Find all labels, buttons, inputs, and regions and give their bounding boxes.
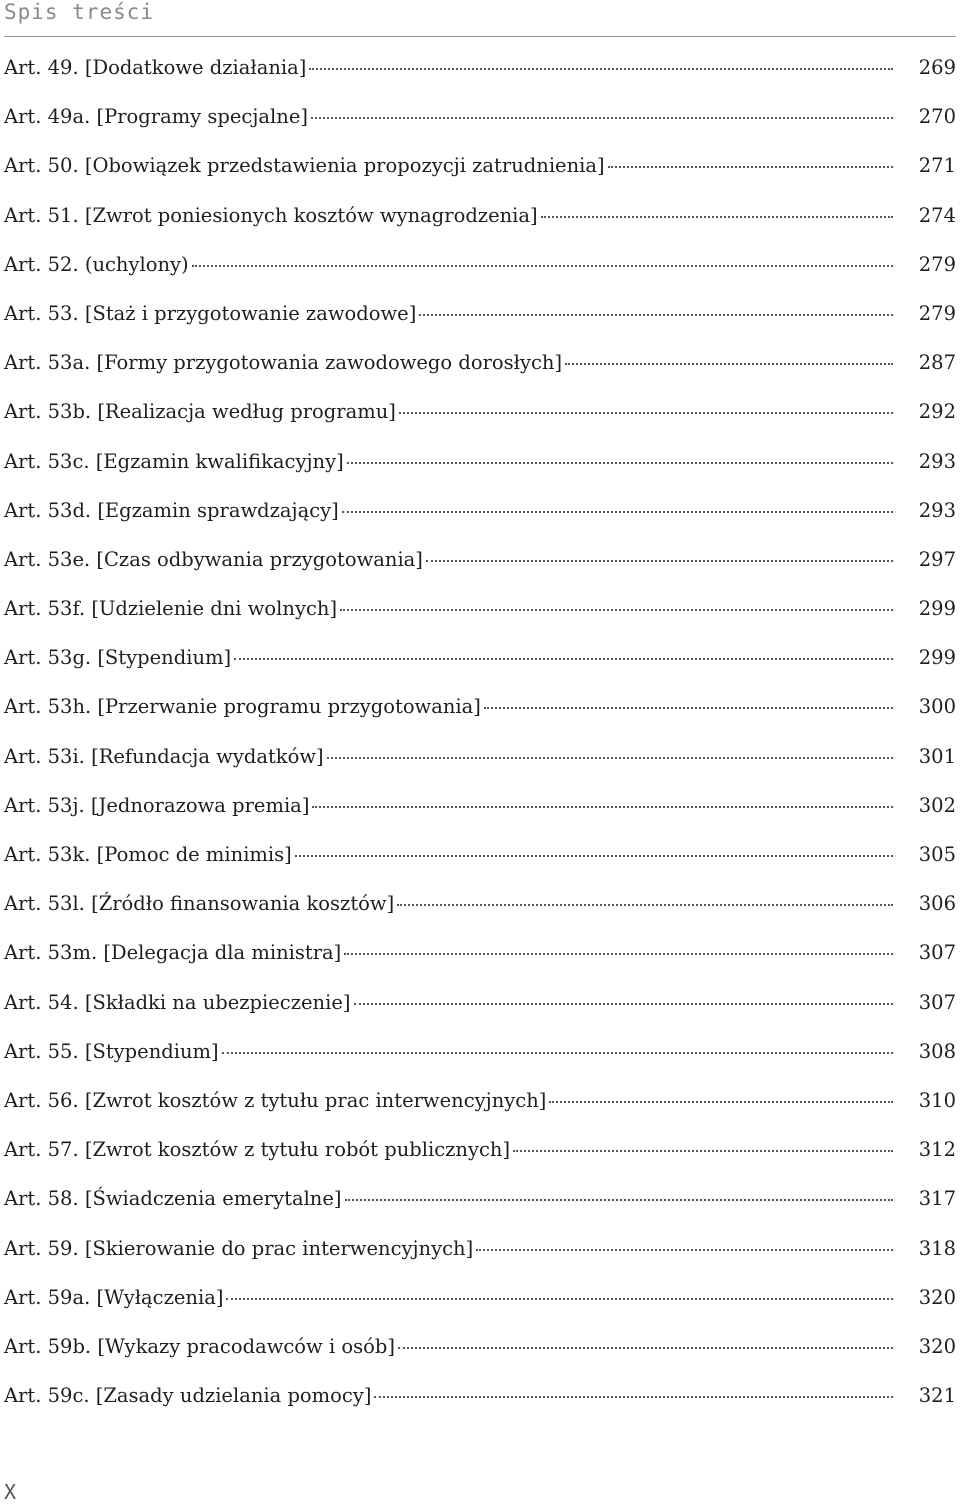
toc-entry-title: Art. 56. [Zwrot kosztów z tytułu prac interwencyjnych] [4,1088,547,1112]
toc-entry-page: 270 [918,105,956,129]
toc-entry-page: 299 [918,646,956,670]
toc-entry[interactable] [4,1187,956,1236]
toc-entry-title: Art. 55. [Stypendium] [4,1039,219,1063]
dot-leader [311,117,893,119]
toc-entry-title: Art. 54. [Składki na ubezpieczenie] [4,990,351,1014]
toc-entry-title: Art. 49. [Dodatkowe działania] [4,56,307,79]
toc-entry-page: 300 [918,695,956,719]
toc-entry-title: Art. 52. (uchylony) [4,252,189,276]
toc-entry-title: Art. 57. [Zwrot kosztów z tytułu robót publicznych] [4,1138,511,1162]
toc-entry[interactable] [4,1089,956,1138]
toc-entry-page: 318 [918,1236,956,1260]
toc-entry-page: 306 [918,892,956,916]
dot-leader [476,1249,893,1251]
toc-entry[interactable] [4,499,956,548]
toc-entry[interactable] [4,843,956,892]
toc-entry[interactable] [4,1138,956,1187]
dot-leader [327,757,893,759]
toc-entry[interactable] [4,695,956,744]
toc-entry[interactable] [4,745,956,794]
dot-leader [513,1150,893,1152]
dot-leader [340,609,893,611]
toc-entry-page: 271 [918,154,956,178]
toc-entry-page: 308 [918,1039,956,1063]
toc-entry[interactable] [4,794,956,843]
header-divider [4,36,956,37]
toc-entry[interactable] [4,351,956,400]
toc-entry[interactable] [4,646,956,695]
dot-leader [192,265,893,267]
toc-entry[interactable] [4,991,956,1040]
toc-entry-page: 279 [918,301,956,325]
toc-entry[interactable] [4,105,956,154]
toc-entry-page: 293 [918,449,956,473]
toc-entry-title: Art. 53g. [Stypendium] [4,646,232,670]
toc-entry-title: Art. 53k. [Pomoc de minimis] [4,843,292,866]
toc-entry-page: 269 [918,56,956,79]
dot-leader [295,855,893,857]
toc-entry-title: Art. 53l. [Źródło finansowania kosztów] [4,892,395,916]
toc-entry-title: Art. 53f. [Udzielenie dni wolnych] [4,597,338,621]
page-number: X [4,1480,17,1504]
dot-leader [354,1003,894,1005]
dot-leader [541,216,893,218]
toc-entry-title: Art. 53a. [Formy przygotowania zawodowego dorosłych] [4,351,563,375]
toc-entry-title: Art. 53b. [Realizacja według programu] [4,400,396,424]
toc-entry[interactable] [4,1040,956,1089]
toc-entry[interactable] [4,597,956,646]
toc-entry-title: Art. 53h. [Przerwanie programu przygotowania] [4,695,481,719]
toc-entry-title: Art. 59b. [Wykazy pracodawców i osób] [4,1334,395,1358]
toc-entry-page: 293 [918,498,956,522]
toc-entry-title: Art. 53e. [Czas odbywania przygotowania] [4,547,423,571]
toc-entry[interactable] [4,548,956,597]
dot-leader [397,904,893,906]
toc-entry[interactable] [4,302,956,351]
toc-entry-title: Art. 49a. [Programy specjalne] [4,105,308,129]
toc-entry[interactable] [4,400,956,449]
page-header [4,0,956,38]
toc-entry-title: Art. 59. [Skierowanie do prac interwencyjnych] [4,1236,474,1260]
toc-entry-page: 312 [918,1138,956,1162]
toc-entry-title: Art. 53. [Staż i przygotowanie zawodowe] [4,301,417,325]
toc-entry-page: 287 [918,351,956,375]
toc-entry-title: Art. 53i. [Refundacja wydatków] [4,744,324,768]
dot-leader [399,412,893,414]
toc-entry[interactable] [4,892,956,941]
toc-entry-title: Art. 58. [Świadczenia emerytalne] [4,1187,342,1211]
dot-leader [398,1347,893,1349]
toc-entry-page: 321 [918,1384,956,1408]
dot-leader [342,511,893,513]
toc-entry-title: Art. 53m. [Delegacja dla ministra] [4,941,342,965]
toc-entry-page: 301 [918,744,956,768]
toc-entry-page: 320 [918,1285,956,1309]
toc-entry[interactable] [4,1335,956,1384]
toc-entry-title: Art. 53j. [Jednorazowa premia] [4,793,310,817]
toc-entry-page: 317 [918,1187,956,1211]
dot-leader [312,806,893,808]
toc-entry-title: Art. 50. [Obowiązek przedstawienia propozycji zatrudnienia] [4,154,605,178]
toc-entry-page: 279 [918,252,956,276]
toc-entry[interactable] [4,56,956,105]
dot-leader [309,68,893,70]
toc-entry[interactable] [4,204,956,253]
toc-entry-page: 297 [918,547,956,571]
toc-entry[interactable] [4,450,956,499]
toc-entry-page: 307 [918,941,956,965]
dot-leader [565,363,893,365]
toc-entry[interactable] [4,1286,956,1335]
toc-entry-page: 320 [918,1334,956,1358]
table-of-contents [4,56,956,1433]
dot-leader [347,462,893,464]
toc-entry-title: Art. 59a. [Wyłączenia] [4,1285,224,1309]
toc-entry-page: 307 [918,990,956,1014]
toc-entry-page: 305 [918,843,956,866]
dot-leader [222,1052,893,1054]
toc-entry[interactable] [4,1384,956,1433]
dot-leader [344,953,893,955]
toc-entry-title: Art. 59c. [Zasady udzielania pomocy] [4,1384,372,1408]
toc-entry-page: 299 [918,597,956,621]
dot-leader [226,1298,893,1300]
toc-entry-page: 302 [918,793,956,817]
toc-entry-page: 274 [918,203,956,227]
dot-leader [426,560,893,562]
toc-entry-page: 292 [918,400,956,424]
toc-entry-page: 310 [918,1088,956,1112]
dot-leader [374,1396,893,1398]
section-title: Spis treści [4,0,155,24]
dot-leader [419,314,893,316]
toc-entry[interactable] [4,154,956,203]
dot-leader [234,658,893,660]
toc-entry[interactable] [4,253,956,302]
toc-entry-title: Art. 53d. [Egzamin sprawdzający] [4,498,339,522]
dot-leader [345,1199,893,1201]
dot-leader [608,166,893,168]
toc-entry[interactable] [4,941,956,990]
toc-entry-title: Art. 53c. [Egzamin kwalifikacyjny] [4,449,344,473]
toc-entry-title: Art. 51. [Zwrot poniesionych kosztów wynagrodzenia] [4,203,538,227]
toc-entry[interactable] [4,1237,956,1286]
dot-leader [484,707,893,709]
dot-leader [549,1101,893,1103]
